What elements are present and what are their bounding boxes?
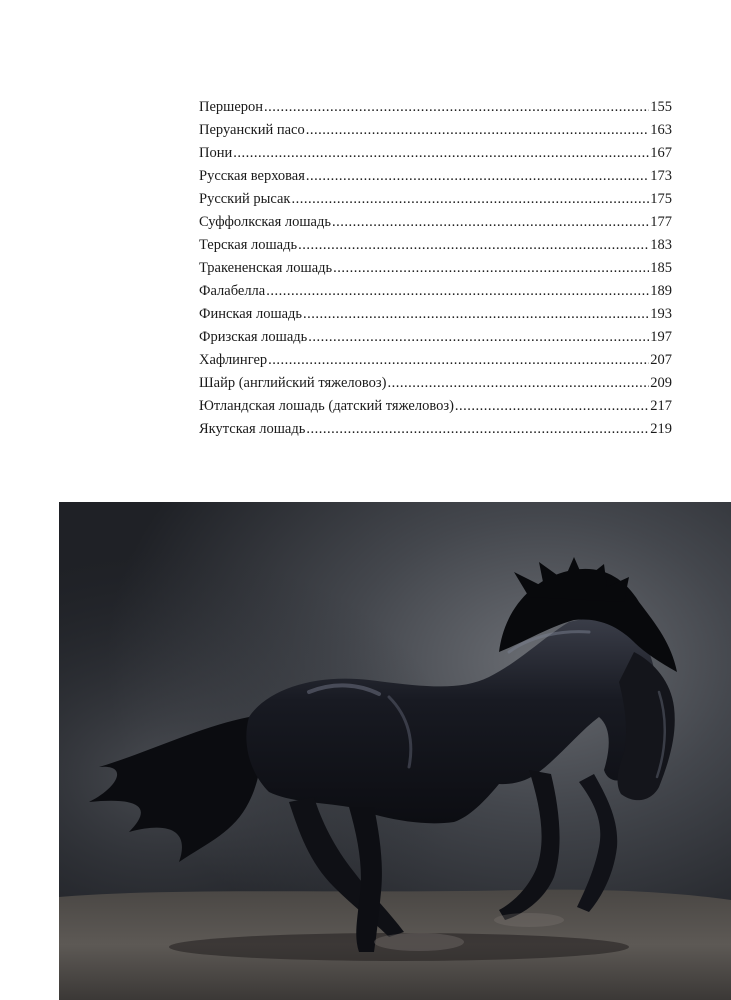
table-of-contents [199, 96, 672, 441]
toc-entry[interactable] [199, 234, 672, 257]
toc-entry[interactable] [199, 142, 672, 165]
toc-entry-title: Шайр (английский тяжеловоз) [199, 375, 387, 391]
dust-cloud [494, 913, 564, 927]
toc-entry-page: 167 [650, 145, 672, 161]
toc-leader-dots [303, 303, 649, 326]
toc-entry-title: Терская лошадь [199, 237, 298, 253]
toc-entry-title: Перуанский пасо [199, 122, 305, 138]
toc-entry-title: Финская лошадь [199, 306, 303, 322]
toc-entry-title: Русский рысак [199, 191, 291, 207]
toc-entry-title: Якутская лошадь [199, 421, 306, 437]
toc-entry-title: Хафлингер [199, 352, 268, 368]
toc-entry-page: 177 [650, 214, 672, 230]
toc-leader-dots [306, 418, 649, 441]
toc-entry-title: Тракененская лошадь [199, 260, 333, 276]
toc-entry[interactable] [199, 96, 672, 119]
toc-entry-title: Фалабелла [199, 283, 266, 299]
galloping-horse-illustration [59, 502, 731, 1000]
toc-entry-page: 185 [650, 260, 672, 276]
toc-entry-page: 183 [650, 237, 672, 253]
toc-entry[interactable] [199, 165, 672, 188]
toc-leader-dots [306, 165, 649, 188]
toc-entry-title: Русская верховая [199, 168, 305, 184]
toc-leader-dots [306, 119, 650, 142]
toc-leader-dots [266, 280, 649, 303]
toc-entry[interactable] [199, 395, 672, 418]
toc-entry[interactable] [199, 280, 672, 303]
toc-leader-dots [308, 326, 649, 349]
toc-leader-dots [387, 372, 649, 395]
toc-entry[interactable] [199, 119, 672, 142]
toc-entry[interactable] [199, 349, 672, 372]
toc-entry-page: 193 [650, 306, 672, 322]
toc-leader-dots [333, 257, 649, 280]
horse-photo [59, 502, 731, 1000]
toc-entry-page: 197 [650, 329, 672, 345]
toc-entry-page: 175 [650, 191, 672, 207]
toc-entry-page: 173 [650, 168, 672, 184]
toc-entry[interactable] [199, 303, 672, 326]
toc-entry-page: 155 [650, 99, 672, 115]
toc-entry-page: 163 [650, 122, 672, 138]
toc-entry[interactable] [199, 326, 672, 349]
toc-entry-title: Першерон [199, 99, 264, 115]
toc-entry-page: 219 [650, 421, 672, 437]
toc-entry[interactable] [199, 257, 672, 280]
toc-leader-dots [268, 349, 649, 372]
toc-entry-title: Суффолкская лошадь [199, 214, 331, 230]
toc-leader-dots [291, 188, 649, 211]
dust-cloud [374, 933, 464, 951]
toc-leader-dots [298, 234, 649, 257]
toc-entry-page: 217 [650, 398, 672, 414]
toc-entry[interactable] [199, 418, 672, 441]
toc-leader-dots [233, 142, 649, 165]
toc-entry[interactable] [199, 372, 672, 395]
toc-leader-dots [455, 395, 649, 418]
toc-leader-dots [264, 96, 649, 119]
toc-entry-page: 207 [650, 352, 672, 368]
toc-entry-page: 209 [650, 375, 672, 391]
toc-entry-page: 189 [650, 283, 672, 299]
toc-entry[interactable] [199, 188, 672, 211]
toc-entry-title: Пони [199, 145, 233, 161]
toc-entry-title: Ютландская лошадь (датский тяжеловоз) [199, 398, 454, 414]
toc-entry[interactable] [199, 211, 672, 234]
toc-entry-title: Фризская лошадь [199, 329, 308, 345]
toc-leader-dots [332, 211, 649, 234]
